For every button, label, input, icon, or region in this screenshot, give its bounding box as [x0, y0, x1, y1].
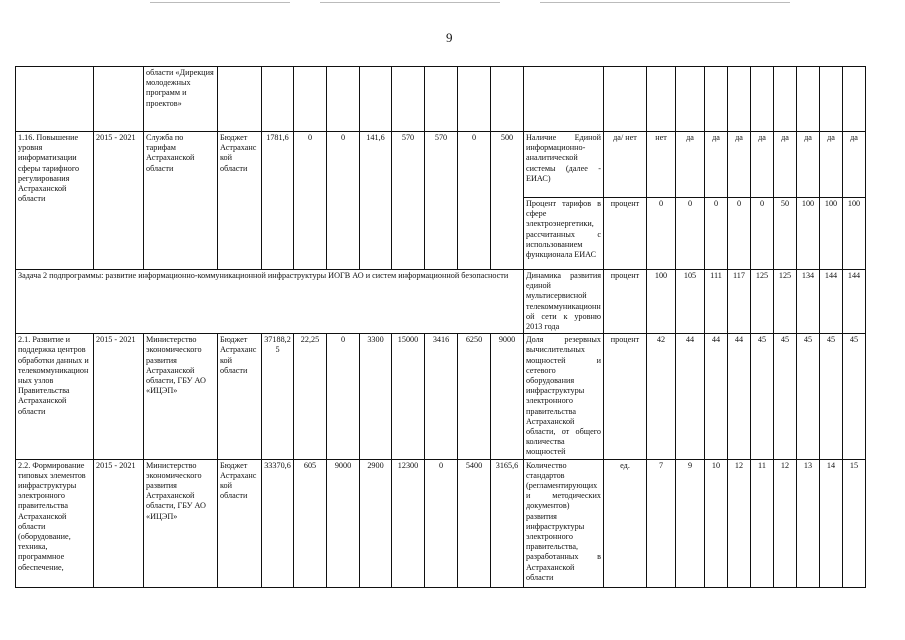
- indicator-value-cell: [705, 67, 728, 132]
- funding-cell: [294, 67, 327, 132]
- measure-cell: 2.1. Развитие и поддержка центров обработки данных и телекоммуникационных узлов Правительства Астраханской области: [16, 334, 94, 459]
- indicator-value-cell: 45: [843, 334, 866, 459]
- indicator-value-cell: 111: [705, 270, 728, 334]
- indicator-value-cell: [820, 67, 843, 132]
- indicator-unit-cell: процент: [604, 198, 647, 270]
- measure-cell: 1.16. Повышение уровня информатизации сферы тарифного регулирования Астраханской области: [16, 132, 94, 270]
- funding-cell: [360, 67, 392, 132]
- executor-cell: Служба по тарифам Астраханской области: [144, 132, 218, 270]
- funding-cell: 500: [491, 132, 524, 270]
- funding-cell: [327, 67, 360, 132]
- indicator-value-cell: 13: [797, 459, 820, 587]
- task-cell: Задача 2 подпрограммы: развитие информационно-коммуникационной инфраструктуры ИОГВ АО и систем информационной безопасности: [16, 270, 524, 334]
- funding-cell: [425, 67, 458, 132]
- table-row: [16, 67, 866, 132]
- table-row: [16, 270, 866, 334]
- indicator-value-cell: 125: [774, 270, 797, 334]
- funding-cell: 0: [327, 334, 360, 459]
- indicator-unit-cell: процент: [604, 270, 647, 334]
- indicator-unit-cell: ед.: [604, 459, 647, 587]
- indicator-value-cell: 0: [751, 198, 774, 270]
- funding-cell: 37188,25: [262, 334, 294, 459]
- indicator-value-cell: 44: [705, 334, 728, 459]
- indicator-value-cell: 42: [647, 334, 676, 459]
- indicator-value-cell: 50: [774, 198, 797, 270]
- indicator-value-cell: 45: [751, 334, 774, 459]
- indicator-value-cell: да: [774, 132, 797, 198]
- funding-cell: 570: [392, 132, 425, 270]
- period-cell: 2015 - 2021: [94, 334, 144, 459]
- indicator-value-cell: да: [728, 132, 751, 198]
- indicator-value-cell: 0: [647, 198, 676, 270]
- indicator-unit-cell: да/ нет: [604, 132, 647, 198]
- executor-cell: Министерство экономического развития Астраханской области, ГБУ АО «ИЦЭП»: [144, 459, 218, 587]
- indicator-name-cell: Доля резервных вычислительных мощностей и сетевого оборудования инфраструктуры электронного правительства Астраханской области, от общего количества мощностей: [524, 334, 604, 459]
- indicator-value-cell: да: [797, 132, 820, 198]
- funding-cell: 0: [458, 132, 491, 270]
- program-table: [15, 66, 866, 588]
- indicator-value-cell: 44: [728, 334, 751, 459]
- indicator-value-cell: 117: [728, 270, 751, 334]
- indicator-value-cell: 45: [820, 334, 843, 459]
- funding-cell: 0: [425, 459, 458, 587]
- executor-cell: Министерство экономического развития Астраханской области, ГБУ АО «ИЦЭП»: [144, 334, 218, 459]
- funding-cell: [392, 67, 425, 132]
- indicator-value-cell: 7: [647, 459, 676, 587]
- indicator-value-cell: [728, 67, 751, 132]
- indicator-unit-cell: [604, 67, 647, 132]
- funding-cell: 6250: [458, 334, 491, 459]
- period-cell: 2015 - 2021: [94, 459, 144, 587]
- indicator-name-cell: Динамика развития единой мультисервисной телекоммуникационной сети к уровню 2013 года: [524, 270, 604, 334]
- source-cell: [218, 67, 262, 132]
- indicator-value-cell: 134: [797, 270, 820, 334]
- indicator-name-cell: Процент тарифов в сфере электроэнергетики, рассчитанных с использованием функционала ЕИАС: [524, 198, 604, 270]
- indicator-unit-cell: процент: [604, 334, 647, 459]
- funding-cell: 22,25: [294, 334, 327, 459]
- executor-cell: области «Дирекция молодежных программ и проектов»: [144, 67, 218, 132]
- funding-cell: 15000: [392, 334, 425, 459]
- funding-cell: [491, 67, 524, 132]
- indicator-value-cell: 125: [751, 270, 774, 334]
- funding-cell: 12300: [392, 459, 425, 587]
- measure-cell: 2.2. Формирование типовых элементов инфраструктуры электронного правительства Астраханской области (оборудование, техника, программное обеспечение,: [16, 459, 94, 587]
- indicator-value-cell: да: [751, 132, 774, 198]
- indicator-value-cell: 0: [676, 198, 705, 270]
- indicator-value-cell: 100: [820, 198, 843, 270]
- indicator-value-cell: 100: [647, 270, 676, 334]
- funding-cell: [458, 67, 491, 132]
- indicator-value-cell: [843, 67, 866, 132]
- indicator-value-cell: 144: [843, 270, 866, 334]
- scan-artifact-line: [320, 2, 500, 3]
- table-row: [16, 459, 866, 587]
- indicator-value-cell: [647, 67, 676, 132]
- funding-cell: [262, 67, 294, 132]
- funding-cell: 141,6: [360, 132, 392, 270]
- funding-cell: 2900: [360, 459, 392, 587]
- indicator-value-cell: 44: [676, 334, 705, 459]
- indicator-value-cell: [797, 67, 820, 132]
- period-cell: 2015 - 2021: [94, 132, 144, 270]
- source-cell: Бюджет Астраханской области: [218, 334, 262, 459]
- indicator-value-cell: 105: [676, 270, 705, 334]
- funding-cell: 9000: [491, 334, 524, 459]
- indicator-value-cell: нет: [647, 132, 676, 198]
- funding-cell: 33370,6: [262, 459, 294, 587]
- indicator-value-cell: 144: [820, 270, 843, 334]
- funding-cell: 0: [294, 132, 327, 270]
- indicator-value-cell: 12: [728, 459, 751, 587]
- funding-cell: 605: [294, 459, 327, 587]
- measure-cell: [16, 67, 94, 132]
- scan-artifact-line: [540, 2, 790, 3]
- table-row: [16, 334, 866, 459]
- indicator-value-cell: 15: [843, 459, 866, 587]
- indicator-value-cell: 10: [705, 459, 728, 587]
- indicator-value-cell: да: [676, 132, 705, 198]
- indicator-name-cell: Количество стандартов (регламентирующих и методических документов) развития инфраструктуры электронного правительства, разработанных в Астраханской области: [524, 459, 604, 587]
- indicator-value-cell: [774, 67, 797, 132]
- indicator-value-cell: 45: [774, 334, 797, 459]
- indicator-name-cell: [524, 67, 604, 132]
- indicator-value-cell: 0: [728, 198, 751, 270]
- funding-cell: 1781,6: [262, 132, 294, 270]
- scan-artifact-line: [150, 2, 290, 3]
- indicator-value-cell: 100: [843, 198, 866, 270]
- indicator-value-cell: 14: [820, 459, 843, 587]
- funding-cell: 3416: [425, 334, 458, 459]
- funding-cell: 9000: [327, 459, 360, 587]
- indicator-value-cell: 0: [705, 198, 728, 270]
- indicator-value-cell: да: [705, 132, 728, 198]
- source-cell: Бюджет Астраханской области: [218, 459, 262, 587]
- table-row: [16, 132, 866, 198]
- funding-cell: 5400: [458, 459, 491, 587]
- indicator-value-cell: 45: [797, 334, 820, 459]
- indicator-value-cell: да: [843, 132, 866, 198]
- indicator-value-cell: 9: [676, 459, 705, 587]
- indicator-value-cell: 11: [751, 459, 774, 587]
- page-number: 9: [446, 30, 453, 45]
- funding-cell: 3300: [360, 334, 392, 459]
- funding-cell: 3165,6: [491, 459, 524, 587]
- indicator-value-cell: [676, 67, 705, 132]
- period-cell: [94, 67, 144, 132]
- source-cell: Бюджет Астраханской области: [218, 132, 262, 270]
- indicator-name-cell: Наличие Единой информационно-аналитической системы (далее - ЕИАС): [524, 132, 604, 198]
- indicator-value-cell: [751, 67, 774, 132]
- indicator-value-cell: да: [820, 132, 843, 198]
- indicator-value-cell: 12: [774, 459, 797, 587]
- funding-cell: 570: [425, 132, 458, 270]
- funding-cell: 0: [327, 132, 360, 270]
- indicator-value-cell: 100: [797, 198, 820, 270]
